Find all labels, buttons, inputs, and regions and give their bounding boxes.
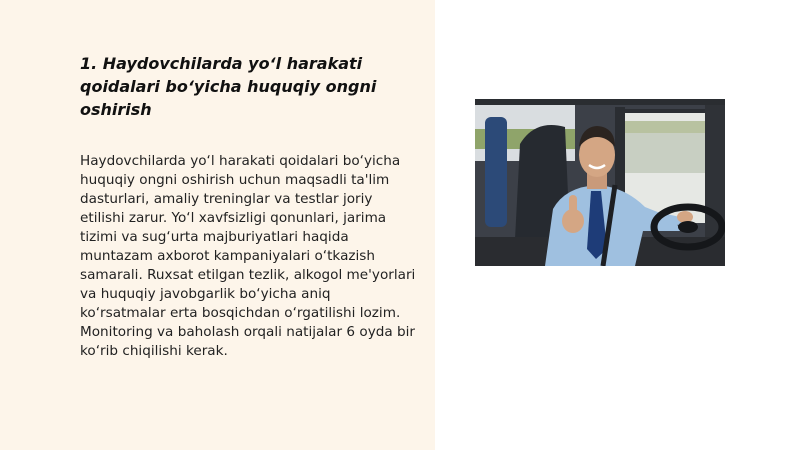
slide-title: 1. Haydovchilarda yo‘l harakati qoidalari bo‘yicha huquqiy ongni oshirish — [80, 54, 377, 119]
bus-driver-photo — [475, 99, 725, 266]
slide-body-text: Haydovchilarda yo‘l harakati qoidalari bo‘yicha huquqiy ongni oshirish uchun maqsadli ta'lim dasturlari, amaliy treninglar va testlar joriy etilishi zarur. Yo‘l xavfsizligi qonunlari, jarima tizimi va sug‘urta majburiyatlari haqida muntazam axborot kampaniyalari o‘tkazish samarali. Ruxsat etilgan tezlik, alkogol me'yorlari va huquqiy javobgarlik bo‘yicha aniq ko‘rsatmalar erta bosqichdan o‘rgatilishi lozim. Monitoring va baholash orqali natijalar 6 oyda bir ko‘rib chiqilishi kerak. — [80, 153, 416, 359]
